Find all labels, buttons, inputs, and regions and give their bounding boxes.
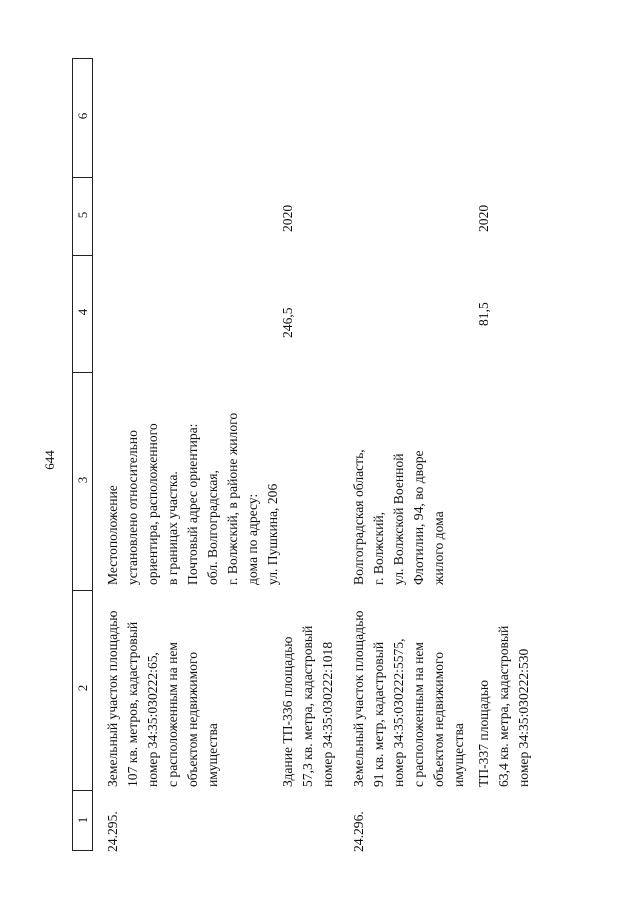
column-divider [72,790,92,791]
page-number: 644 [41,450,57,470]
table-border-header [92,58,93,851]
column-header-1: 1 [75,816,90,824]
table-bottom-edge [72,850,92,851]
location-description: Волгоградская область, г. Волжский, ул. Волжской Военной Флотилии, 94, во дворе жилого дома [351,449,446,585]
object-description: ТП-337 площадью 63,4 кв. метра, кадастровый номер 34:35:030222:530 [476,625,531,787]
table-top-edge [72,58,92,59]
column-divider [72,372,92,373]
location-description: Местоположение установлено относительно ориентира, расположенного в границах участка. Почтовый адрес ориентира: обл. Волгоградская, г. Волжский, в районе жилого дома по адресу: ул. Пушкина, 206 [105,412,280,585]
year-col5: 2020 [280,204,295,232]
column-header-6: 6 [75,112,90,120]
column-divider [72,590,92,591]
column-header-5: 5 [75,211,90,219]
object-description: Земельный участок площадью 107 кв. метров, кадастровый номер 34:35:030222:65, с расположенным на нем объектом недвижимого имущества [105,610,220,787]
column-header-2: 2 [75,684,90,692]
object-description: Земельный участок площадью 91 кв. метр, кадастровый номер 34:35:030222:5575, с расположенным на нем объектом недвижимого имущества [351,610,466,787]
object-description: Здание ТП-336 площадью 57,3 кв. метра, кадастровый номер 34:35:030222:1018 [280,625,335,787]
year-col5: 2020 [476,204,491,232]
row-number: 24.296. [351,811,366,852]
column-header-4: 4 [75,308,90,316]
column-divider [72,177,92,178]
value-col4: 246,5 [280,307,295,338]
row-number: 24.295. [105,811,120,852]
value-col4: 81,5 [476,302,491,326]
column-header-3: 3 [75,476,90,484]
column-divider [72,255,92,256]
